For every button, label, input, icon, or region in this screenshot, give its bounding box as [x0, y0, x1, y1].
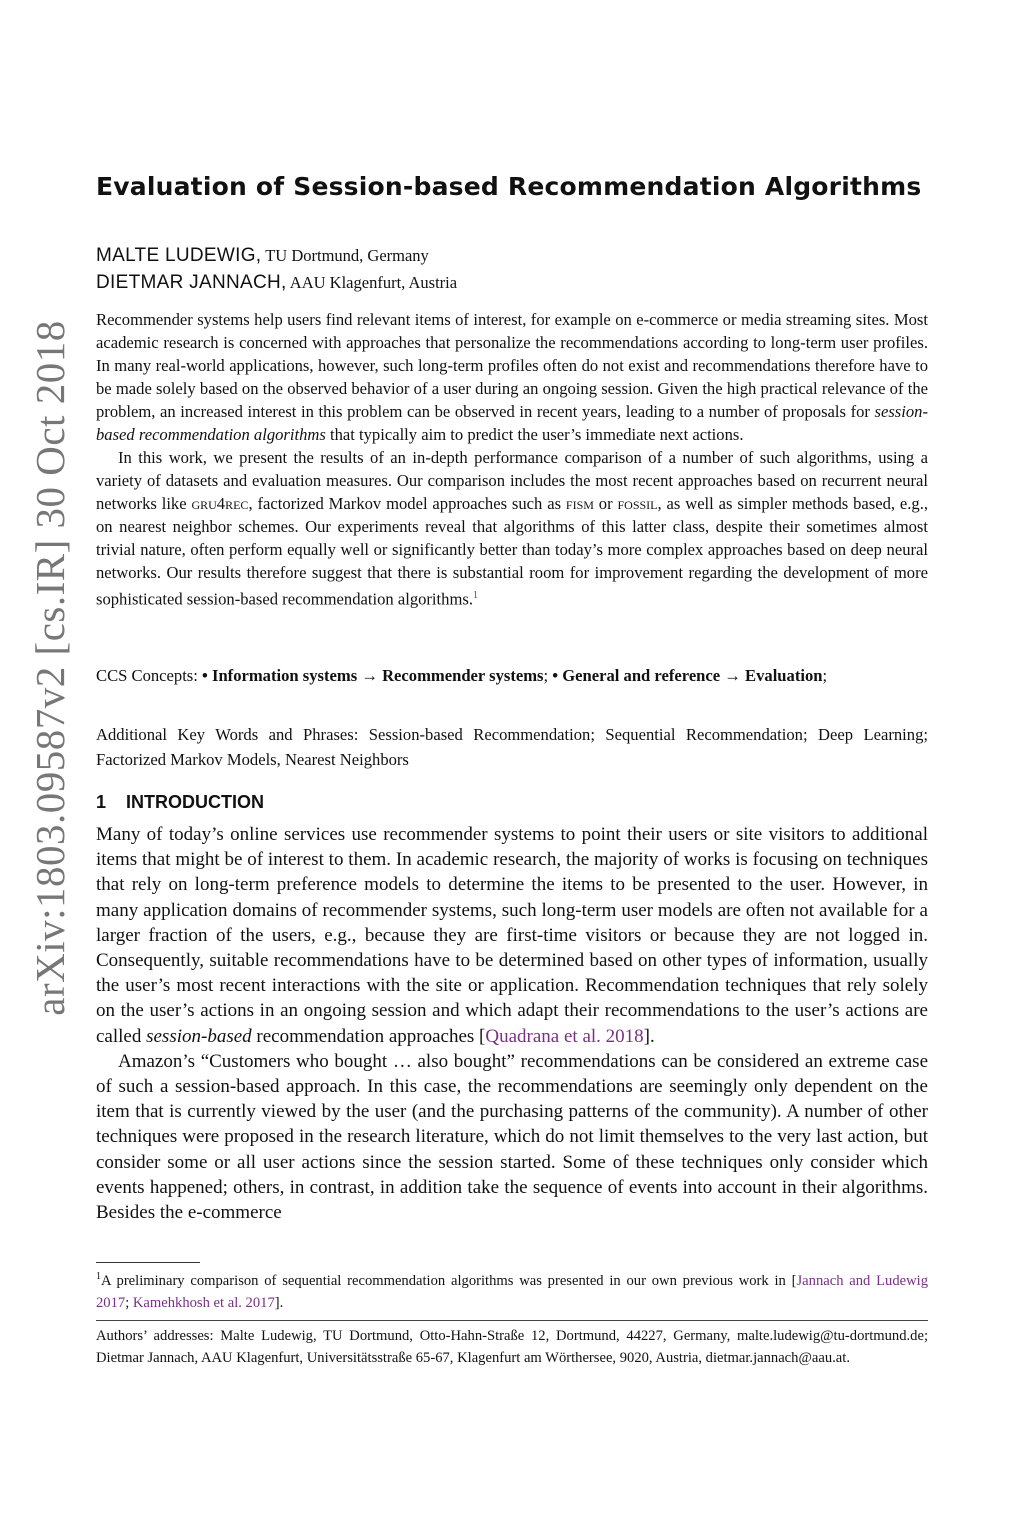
ccs-item: • General and reference → Evaluation — [552, 666, 823, 685]
footnote-link[interactable]: 1 — [472, 590, 478, 601]
separator: ; — [543, 666, 553, 685]
algorithm-name: fossil — [617, 494, 658, 513]
abstract — [96, 308, 928, 611]
text: A preliminary comparison of sequential recommendation algorithms was presented in our own previous work in [ — [101, 1272, 797, 1289]
footnote-rule — [96, 1262, 200, 1263]
author-affiliation: AAU Klagenfurt, Austria — [286, 273, 458, 292]
body-paragraph — [96, 822, 928, 1049]
citation-link[interactable]: Kamehkhosh et al. 2017 — [132, 1294, 275, 1311]
ccs-label: CCS Concepts: — [96, 666, 203, 685]
citation-link[interactable]: Quadrana et al. 2018 — [485, 1025, 644, 1047]
section-heading — [96, 792, 264, 813]
abstract-paragraph — [96, 446, 928, 611]
text: recommendation approaches [ — [251, 1025, 486, 1047]
author-addresses: Authors’ addresses: Malte Ludewig, TU Dortmund, Otto-Hahn-Straße 12, Dortmund, 44227, Germany, malte.ludewig@tu-dortmund.de; Dietmar Jannach, AAU Klagenfurt, Universitätsstraße 65-67, Klagenfurt am Wörthersee, 9020, Austria, dietmar.jannach@aau.at. — [96, 1328, 928, 1366]
author-name: DIETMAR JANNACH, — [96, 272, 287, 293]
text: that typically aim to predict the user’s immediate next actions. — [325, 425, 744, 444]
author — [96, 269, 457, 296]
divider — [96, 1320, 928, 1321]
text: Recommender systems help users find relevant items of interest, for example on e-commerce or media streaming sites. Most academic research is concerned with approaches that personalize the recommendations according to long-term user profiles. In many real-world applications, however, such long-term profiles often do not exist and recommendations therefore have to be made solely based on the observed behavior of a user during an ongoing session. Given the high practical relevance of the problem, an increased interest in this problem can be observed in recent years, leading to a number of proposals for — [96, 310, 928, 421]
arxiv-identifier: arXiv:1803.09587v2 [cs.IR] 30 Oct 2018 — [27, 320, 73, 1016]
algorithm-name: fism — [565, 494, 594, 513]
text: ]. — [643, 1025, 655, 1047]
author — [96, 242, 457, 269]
text: ]. — [274, 1294, 284, 1311]
emphasis: session-based recommendation algorithms — [96, 402, 928, 444]
separator: ; — [822, 666, 828, 685]
ccs-item: • Information systems → Recommender systems — [202, 666, 544, 685]
text: Many of today’s online services use recommender systems to point their users or site visitors to additional items that might be of interest to them. In academic research, the majority of works is focusing on techniques that rely on long-term preference models to determine the items to be presented to the user. However, in many application domains of recommender systems, such long-term user models are often not available for a larger fraction of the users, e.g., because they are first-time visitors or because they are not logged in. Consequently, suitable recommendations have to be determined based on other types of information, usually the user’s most recent interactions with the site or application. Recommendation techniques that rely solely on the user’s actions in an ongoing session and which adapt their recommendations to the user’s actions are called — [96, 824, 928, 1047]
keywords: Additional Key Words and Phrases: Session-based Recommendation; Sequential Recommendation; Deep Learning; Factorized Markov Models, Nearest Neighbors — [96, 725, 928, 769]
paper-title: Evaluation of Session-based Recommendation Algorithms — [96, 172, 922, 201]
text: ; — [125, 1294, 133, 1311]
body-paragraph: Amazon’s “Customers who bought … also bought” recommendations can be considered an extreme case of such a session-based approach. In this case, the recommendations are seemingly only dependent on the item that is currently viewed by the user (and the purchasing patterns of the community). A number of other techniques were proposed in the research literature, which do not limit themselves to the very last action, but consider some or all user actions since the session started. Some of these techniques only consider which events happened; others, in contrast, in addition take the sequence of events into account in their algorithms. Besides the e-commerce — [96, 1050, 928, 1224]
section-number: 1 — [96, 792, 107, 812]
abstract-paragraph — [96, 308, 928, 446]
footnote — [96, 1266, 928, 1314]
emphasis: session-based — [146, 1025, 252, 1047]
algorithm-name: gru4rec — [191, 494, 249, 513]
text: , as well as simpler methods based, e.g., on nearest neighbor schemes. Our experiments reveal that algorithms of this latter class, despite their sometimes almost trivial nature, often perform equally well or significantly better than today’s more complex approaches based on deep neural networks. Our results therefore suggest that there is substantial room for improvement regarding the development of more sophisticated session-based recommendation algorithms. — [96, 494, 928, 609]
text: or — [593, 494, 618, 513]
text: , factorized Markov model approaches such as — [248, 494, 566, 513]
author-list — [96, 242, 457, 296]
section-title: INTRODUCTION — [126, 792, 265, 812]
introduction-body — [96, 822, 928, 1225]
text: In this work, we present the results of an in-depth performance comparison of a number of such algorithms, using a variety of datasets and evaluation measures. Our comparison includes the most recent approaches based on recurrent neural networks like — [96, 448, 928, 513]
author-name: MALTE LUDEWIG, — [96, 245, 262, 266]
ccs-concepts — [96, 664, 928, 687]
author-affiliation: TU Dortmund, Germany — [261, 246, 429, 265]
footnote-mark: 1 — [96, 1271, 101, 1282]
citation-link[interactable]: Jannach and Ludewig 2017 — [96, 1272, 929, 1311]
